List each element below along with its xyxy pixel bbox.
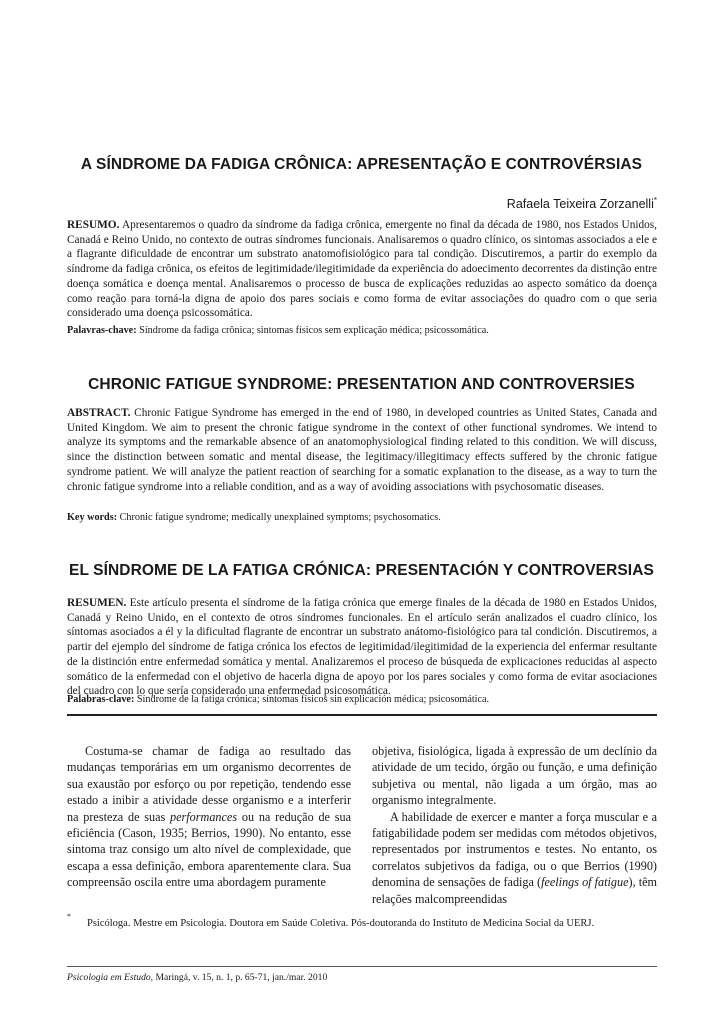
keywords-text: Chronic fatigue syndrome; medically unexplained symptoms; psychosomatics. bbox=[119, 512, 441, 523]
keywords-text: Síndrome de la fatiga crónica; síntomas físicos sin explicación médica; psicosomática. bbox=[136, 694, 490, 705]
title-spanish: EL SÍNDROME DE LA FATIGA CRÓNICA: PRESENTACIÓN Y CONTROVERSIAS bbox=[69, 562, 654, 579]
abstract-label: RESUMO. bbox=[67, 219, 120, 231]
journal-name: Psicologia em Estudo bbox=[67, 972, 151, 983]
title-english: CHRONIC FATIGUE SYNDROME: PRESENTATION AND CONTROVERSIES bbox=[88, 376, 635, 393]
author-name: Rafaela Teixeira Zorzanelli* bbox=[506, 196, 657, 212]
body-paragraph: Costuma-se chamar de fadiga ao resultado das mudanças temporárias em um organismo decorrentes de sua exaustão por esforço ou por repetição, tendendo esse estado a inibir a atividade desse organismo e a interferir na presteza de suas performances ou na redução de sua eficiência (Cason, 1935; Berrios, 1990). No entanto, esse sintoma traz consigo um alto nível de complexidade, que escapa a essa definição, embora aparentemente clara. Sua compreensão oscila entre uma abordagem puramente bbox=[67, 744, 351, 890]
journal-citation bbox=[67, 972, 327, 983]
title-portuguese: A SÍNDROME DA FADIGA CRÔNICA: APRESENTAÇÃO E CONTROVÉRSIAS bbox=[80, 156, 643, 173]
body-paragraph: A habilidade de exercer e manter a força muscular e a fatigabilidade podem ser medidas com métodos objetivos, representados por instrumentos e testes. No entanto, os correlatos subjetivos da fadiga, ou o que Berrios (1990) denomina de sensações de fadiga (feelings of fatigue), têm relações malcompreendidas bbox=[372, 809, 657, 906]
footnote bbox=[67, 912, 667, 929]
keywords-english bbox=[67, 512, 657, 523]
abstract-label: RESUMEN. bbox=[67, 597, 127, 609]
keywords-portuguese bbox=[67, 325, 657, 336]
abstract-english bbox=[67, 406, 657, 494]
abstract-text: Este artículo presenta el síndrome de la fatiga crónica que emerge finales de la década de 1980 en Estados Unidos, Canadá y Reino Unido, en el contexto de otros síndromes funcionales. En el artículo serán analizados el cuadro clínico, los síntomas asociados a él y la dificultad flagrante de encontrar un substrato anátomo-fisiológico para tal condición. Discutiremos, a partir del ejemplo del síndrome de fatiga crónica los efectos de legitimidad/ilegitimidad de la experiencia del enfermar resultante de la distinción entre enfermedad somática y mental. Analizaremos el proceso de búsqueda de explicaciones reducidas al aspecto somático de la enfermedad con el objetivo de hacerla digna de apoyo por los pares sociales y como forma de evitar asociaciones del cuadro con lo que sería considerado una enfermedad psicosomática. bbox=[67, 597, 658, 698]
author-footnote-mark: * bbox=[653, 196, 657, 205]
footnote-text: Psicóloga. Mestre em Psicologia. Doutora em Saúde Coletiva. Pós-doutoranda do Instituto de Medicina Social da UERJ. bbox=[87, 918, 595, 929]
keywords-label: Key words: bbox=[67, 512, 118, 523]
keywords-text: Síndrome da fadiga crônica; sintomas físicos sem explicação médica; psicossomática. bbox=[139, 325, 489, 336]
abstract-spanish bbox=[67, 596, 657, 699]
keywords-label: Palavras-chave: bbox=[67, 325, 137, 336]
body-column-left bbox=[67, 743, 351, 891]
abstract-text: Chronic Fatigue Syndrome has emerged in the end of 1980, in developed countries as United States, Canada and United Kingdom. We aim to present the chronic fatigue syndrome in the context of other functional syndromes. We intend to analyze its symptoms and the remarkable absence of an anatomophysiological finding related to this condition. We will discuss, since the distinction between somatic and mental disease, the legitimacy/illegitimacy effects suffered by the chronic fatigue syndrome patient. We will analyze the patient reaction of searching for a somatic explanation to the disease, as a way to turn the chronic fatigue syndrome into a reliable condition, and as a way of avoiding associations with psychosomatic diseases. bbox=[67, 407, 657, 493]
abstract-text: Apresentaremos o quadro da síndrome da fadiga crônica, emergente no final da década de 1980, nos Estados Unidos, Canadá e Reino Unido, no contexto de outras síndromes funcionais. Analisaremos o quadro clínico, os sintomas associados a ele e a flagrante dificuldade de encontrar um substrato anatomofisiológico para tal condição. Discutiremos, a partir do exemplo da síndrome da fadiga crônica, os efeitos de legitimidade/ilegitimidade da experiência do adoecimento decorrentes da distinção entre doença somática e doença mental. Analisaremos o processo de busca de explicações reduzidas ao aspecto somático da doença como reação para torná-la digna de apoio dos pares sociais e como forma de evitar associações do quadro com o que seria considerado uma doença psicossomática. bbox=[67, 219, 658, 320]
body-paragraph: objetiva, fisiológica, ligada à expressão de um declínio da atividade de um tecido, órgão ou função, e uma definição subjetiva ou mental, não ligada a um órgão, mas ao organismo integralmente. bbox=[372, 744, 657, 808]
footer-divider bbox=[67, 966, 657, 967]
abstract-label: ABSTRACT. bbox=[67, 407, 131, 419]
footnote-mark: * bbox=[67, 912, 71, 921]
keywords-label: Palabras-clave: bbox=[67, 694, 135, 705]
keywords-spanish bbox=[67, 694, 657, 705]
journal-issue: , Maringá, v. 15, n. 1, p. 65-71, jan./mar. 2010 bbox=[150, 972, 328, 983]
abstract-portuguese bbox=[67, 218, 657, 321]
section-divider bbox=[67, 714, 657, 716]
body-column-right bbox=[372, 743, 657, 907]
